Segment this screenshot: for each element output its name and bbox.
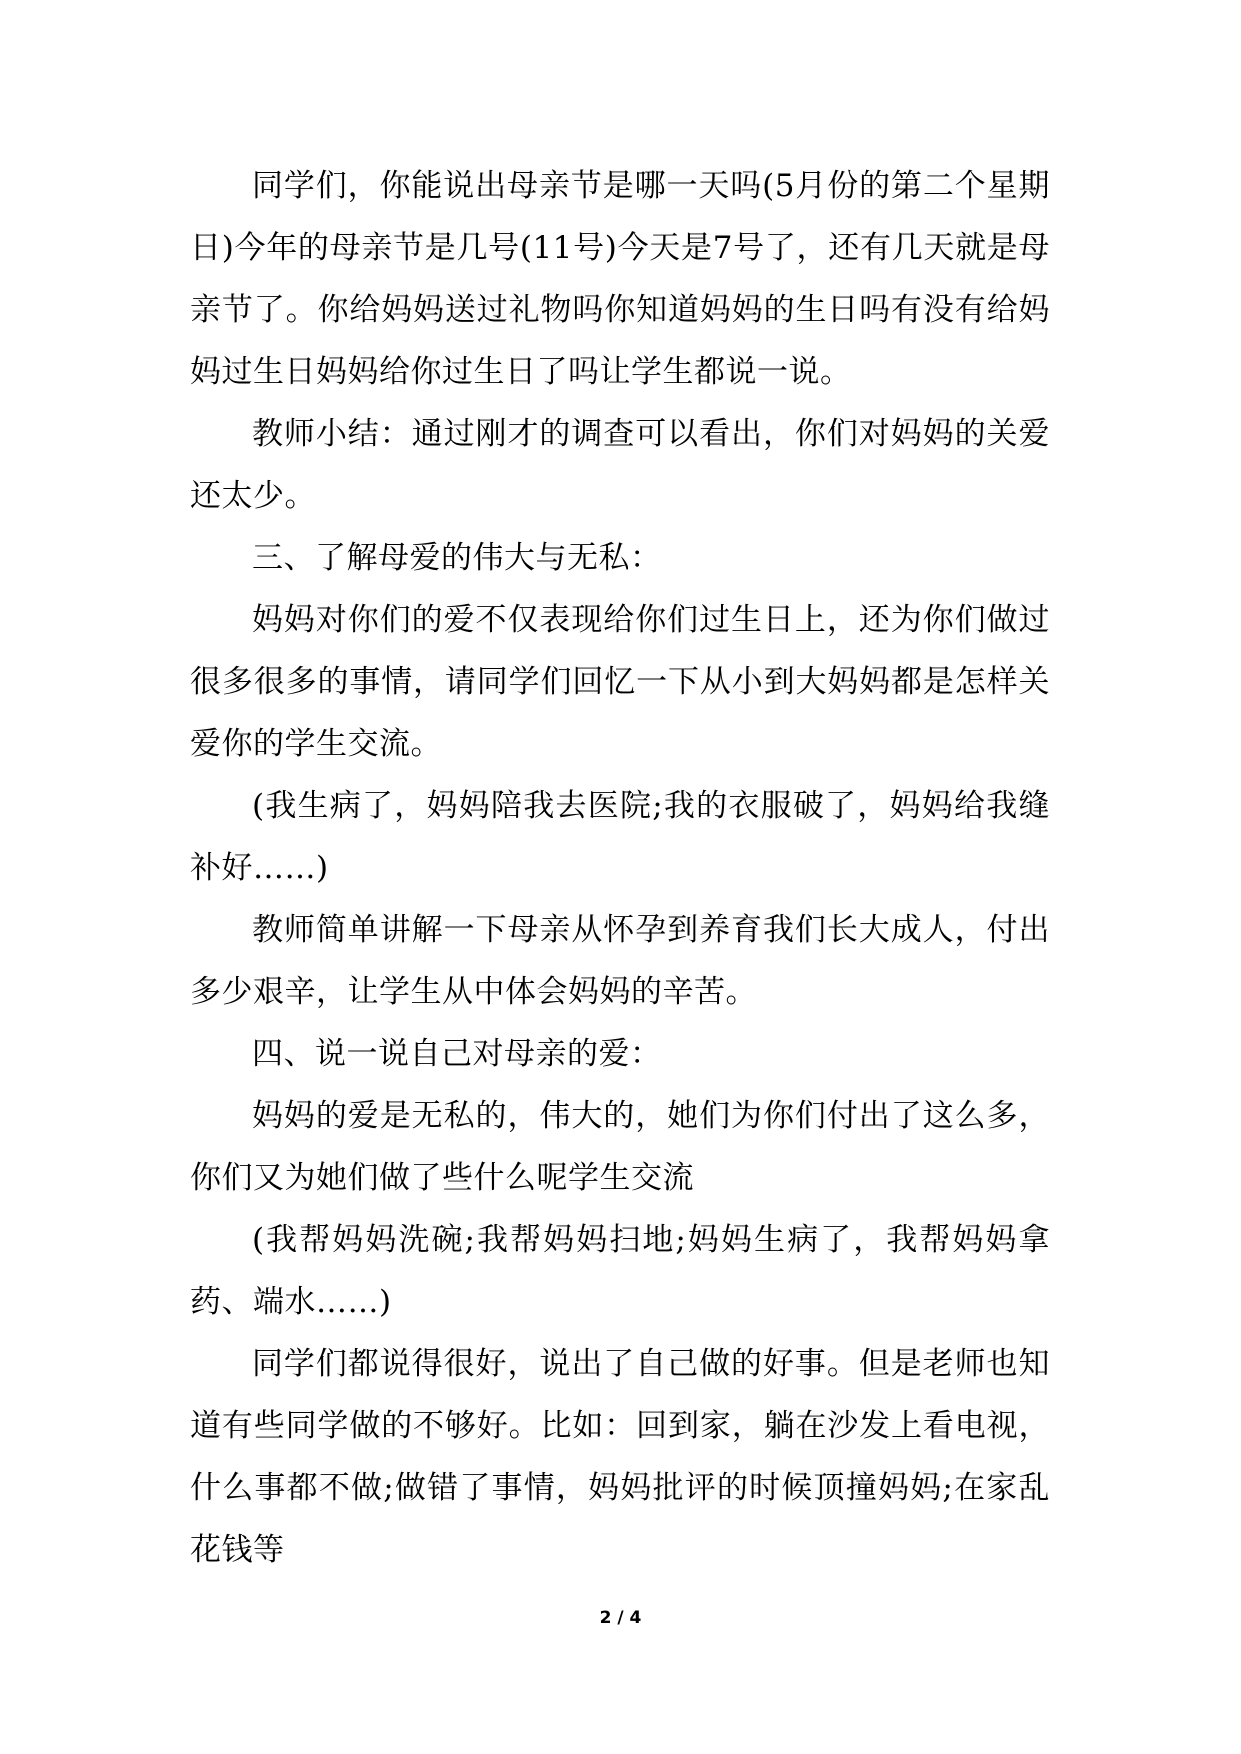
paragraph-teacher-summary: 教师小结：通过刚才的调查可以看出，你们对妈妈的关爱还太少。 — [190, 416, 1050, 514]
document-body — [190, 155, 1050, 1581]
paragraph-what-did-you-do: 妈妈的爱是无私的，伟大的，她们为你们付出了这么多，你们又为她们做了些什么呢学生交流 — [190, 1098, 1050, 1196]
paragraph-student-example-two: (我帮妈妈洗碗;我帮妈妈扫地;妈妈生病了，我帮妈妈拿药、端水……) — [190, 1222, 1050, 1320]
paragraph-not-good-enough: 同学们都说得很好，说出了自己做的好事。但是老师也知道有些同学做的不够好。比如：回到家，躺在沙发上看电视，什么事都不做;做错了事情，妈妈批评的时候顶撞妈妈;在家乱花钱等 — [190, 1346, 1050, 1568]
paragraph-mother-love-recall: 妈妈对你们的爱不仅表现给你们过生日上，还为你们做过很多很多的事情，请同学们回忆一下从小到大妈妈都是怎样关爱你的学生交流。 — [190, 602, 1050, 762]
section-heading-three: 三、了解母爱的伟大与无私： — [252, 540, 662, 576]
paragraph-student-example-one: (我生病了，妈妈陪我去医院;我的衣服破了，妈妈给我缝补好……) — [190, 788, 1050, 886]
section-heading-four: 四、说一说自己对母亲的爱： — [252, 1036, 662, 1072]
page-number: 2 / 4 — [599, 1608, 642, 1628]
paragraph-teacher-explanation: 教师简单讲解一下母亲从怀孕到养育我们长大成人，付出多少艰辛，让学生从中体会妈妈的辛苦。 — [190, 912, 1050, 1010]
paragraph-mothers-day-question: 同学们，你能说出母亲节是哪一天吗(5月份的第二个星期日)今年的母亲节是几号(11号)今天是7号了，还有几天就是母亲节了。你给妈妈送过礼物吗你知道妈妈的生日吗有没有给妈妈过生日妈妈给你过生日了吗让学生都说一说。 — [190, 168, 1050, 390]
